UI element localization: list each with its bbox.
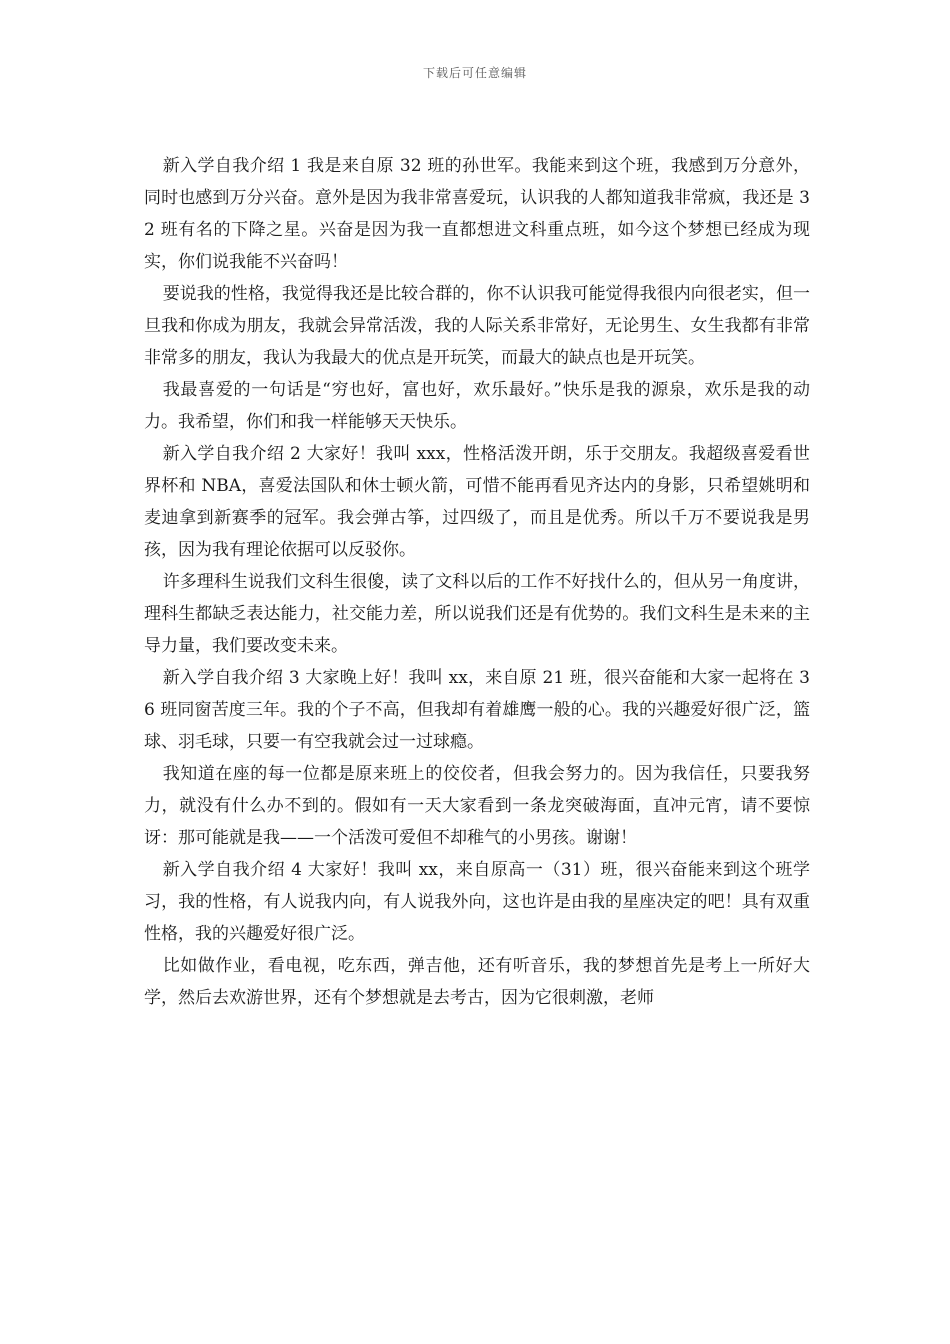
paragraph-8: 新入学自我介绍 4 大家好！我叫 xx，来自原高一（31）班，很兴奋能来到这个班学习，我的性格，有人说我内向，有人说我外向，这也许是由我的星座决定的吧！具有双重性格，我的兴趣爱好很广泛。 xyxy=(144,860,810,944)
paragraph-2: 要说我的性格，我觉得我还是比较合群的，你不认识我可能觉得我很内向很老实，但一旦我和你成为朋友，我就会异常活泼，我的人际关系非常好，无论男生、女生我都有非常非常多的朋友，我认为我最大的优点是开玩笑，而最大的缺点也是开玩笑。 xyxy=(144,284,810,368)
page-header: 下载后可任意编辑 xyxy=(422,66,527,80)
paragraph-7: 我知道在座的每一位都是原来班上的佼佼者，但我会努力的。因为我信任，只要我努力，就没有什么办不到的。假如有一天大家看到一条龙突破海面，直冲元宵，请不要惊讶：那可能就是我——一个活泼可爱但不却稚气的小男孩。谢谢！ xyxy=(144,764,810,848)
paragraph-3: 我最喜爱的一句话是“穷也好，富也好，欢乐最好。”快乐是我的源泉，欢乐是我的动力。我希望，你们和我一样能够天天快乐。 xyxy=(144,380,810,432)
paragraph-9: 比如做作业，看电视，吃东西，弹吉他，还有听音乐，我的梦想首先是考上一所好大学，然后去欢游世界，还有个梦想就是去考古，因为它很刺激，老师 xyxy=(144,956,810,1008)
paragraph-5: 许多理科生说我们文科生很傻，读了文科以后的工作不好找什么的，但从另一角度讲，理科生都缺乏表达能力，社交能力差，所以说我们还是有优势的。我们文科生是未来的主导力量，我们要改变未来。 xyxy=(144,572,810,656)
paragraph-6: 新入学自我介绍 3 大家晚上好！我叫 xx，来自原 21 班，很兴奋能和大家一起将在 36 班同窗苦度三年。我的个子不高，但我却有着雄鹰一般的心。我的兴趣爱好很广泛，篮球、羽毛球，只要一有空我就会过一过球瘾。 xyxy=(144,668,810,752)
document-body xyxy=(144,150,810,1014)
paragraph-4: 新入学自我介绍 2 大家好！我叫 xxx，性格活泼开朗，乐于交朋友。我超级喜爱看世界杯和 NBA，喜爱法国队和休士顿火箭，可惜不能再看见齐达内的身影，只希望姚明和麦迪拿到新赛季的冠军。我会弹古筝，过四级了，而且是优秀。所以千万不要说我是男孩，因为我有理论依据可以反驳你。 xyxy=(144,444,810,560)
paragraph-1: 新入学自我介绍 1 我是来自原 32 班的孙世军。我能来到这个班，我感到万分意外，同时也感到万分兴奋。意外是因为我非常喜爱玩，认识我的人都知道我非常疯，我还是 32 班有名的下降之星。兴奋是因为我一直都想进文科重点班，如今这个梦想已经成为现实，你们说我能不兴奋吗！ xyxy=(144,156,810,272)
